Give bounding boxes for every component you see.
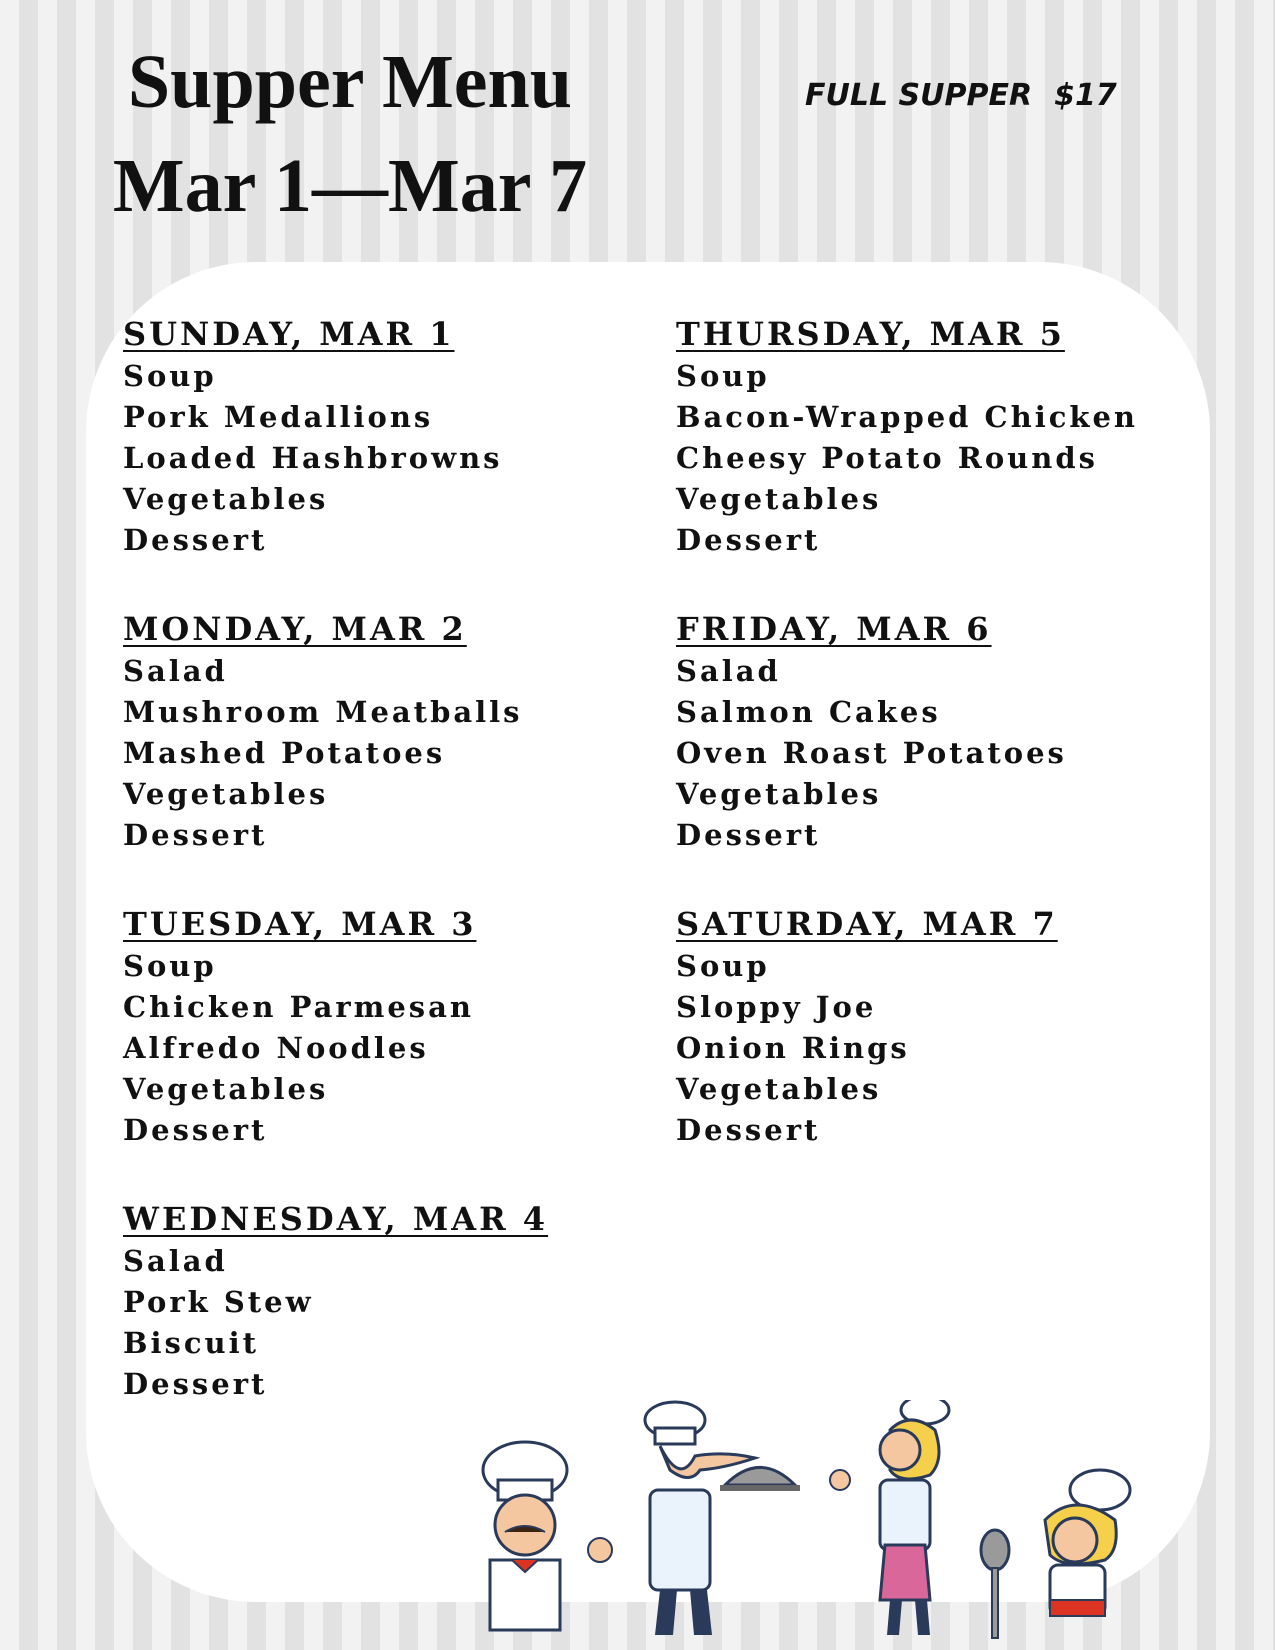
day-heading: SATURDAY, MAR 7 (676, 905, 1058, 943)
menu-item: Alfredo Noodles (123, 1031, 429, 1065)
day-friday (676, 607, 1138, 856)
menu-item: Soup (123, 359, 217, 393)
day-heading: SUNDAY, MAR 1 (123, 315, 455, 353)
day-monday (123, 607, 548, 856)
menu-item: Mushroom Meatballs (123, 695, 523, 729)
menu-item: Vegetables (123, 1072, 329, 1106)
menu-item: Soup (676, 359, 770, 393)
price-value: $17 (1054, 78, 1117, 113)
menu-item: Cheesy Potato Rounds (676, 441, 1098, 475)
menu-item: Dessert (676, 818, 821, 852)
day-tuesday (123, 902, 548, 1151)
menu-item: Dessert (123, 523, 268, 557)
title-line-2: Mar 1—Mar 7 (112, 144, 588, 228)
menu-item: Chicken Parmesan (123, 990, 474, 1024)
menu-item: Onion Rings (676, 1031, 910, 1065)
menu-item: Biscuit (123, 1326, 260, 1360)
day-heading: TUESDAY, MAR 3 (123, 905, 477, 943)
right-column (676, 312, 1138, 1197)
chefs-illustration (460, 1400, 1180, 1640)
day-heading: WEDNESDAY, MAR 4 (123, 1200, 549, 1238)
day-wednesday (123, 1197, 548, 1405)
menu-item: Loaded Hashbrowns (123, 441, 503, 475)
menu-item: Salad (676, 654, 781, 688)
menu-item: Dessert (123, 818, 268, 852)
day-heading: MONDAY, MAR 2 (123, 610, 467, 648)
left-column (123, 312, 548, 1451)
menu-item: Vegetables (676, 777, 882, 811)
menu-item: Dessert (676, 1113, 821, 1147)
page-title (100, 30, 600, 238)
menu-item: Pork Stew (123, 1285, 314, 1319)
menu-item: Dessert (123, 1113, 268, 1147)
menu-item: Pork Medallions (123, 400, 434, 434)
menu-item: Vegetables (676, 482, 882, 516)
day-thursday (676, 312, 1138, 561)
menu-item: Dessert (676, 523, 821, 557)
chef-icon (483, 1442, 612, 1630)
day-sunday (123, 312, 548, 561)
day-heading: THURSDAY, MAR 5 (676, 315, 1065, 353)
menu-item: Vegetables (123, 482, 329, 516)
price-label (805, 78, 1139, 113)
menu-item: Salad (123, 1244, 228, 1278)
title-line-1: Supper Menu (127, 40, 573, 124)
menu-item: Dessert (123, 1367, 268, 1401)
menu-item: Bacon-Wrapped Chicken (676, 400, 1139, 434)
menu-item: Mashed Potatoes (123, 736, 446, 770)
child-chef-icon (981, 1470, 1130, 1638)
day-saturday (676, 902, 1138, 1151)
menu-item: Vegetables (676, 1072, 882, 1106)
menu-item: Soup (123, 949, 217, 983)
menu-item: Vegetables (123, 777, 329, 811)
menu-item: Soup (676, 949, 770, 983)
day-heading: FRIDAY, MAR 6 (676, 610, 992, 648)
chef-with-cloche-icon (645, 1402, 800, 1635)
menu-item: Salmon Cakes (676, 695, 941, 729)
female-chef-icon (830, 1400, 949, 1635)
menu-item: Oven Roast Potatoes (676, 736, 1067, 770)
menu-item: Salad (123, 654, 228, 688)
menu-item: Sloppy Joe (676, 990, 877, 1024)
price-text: FULL SUPPER (805, 78, 1033, 113)
